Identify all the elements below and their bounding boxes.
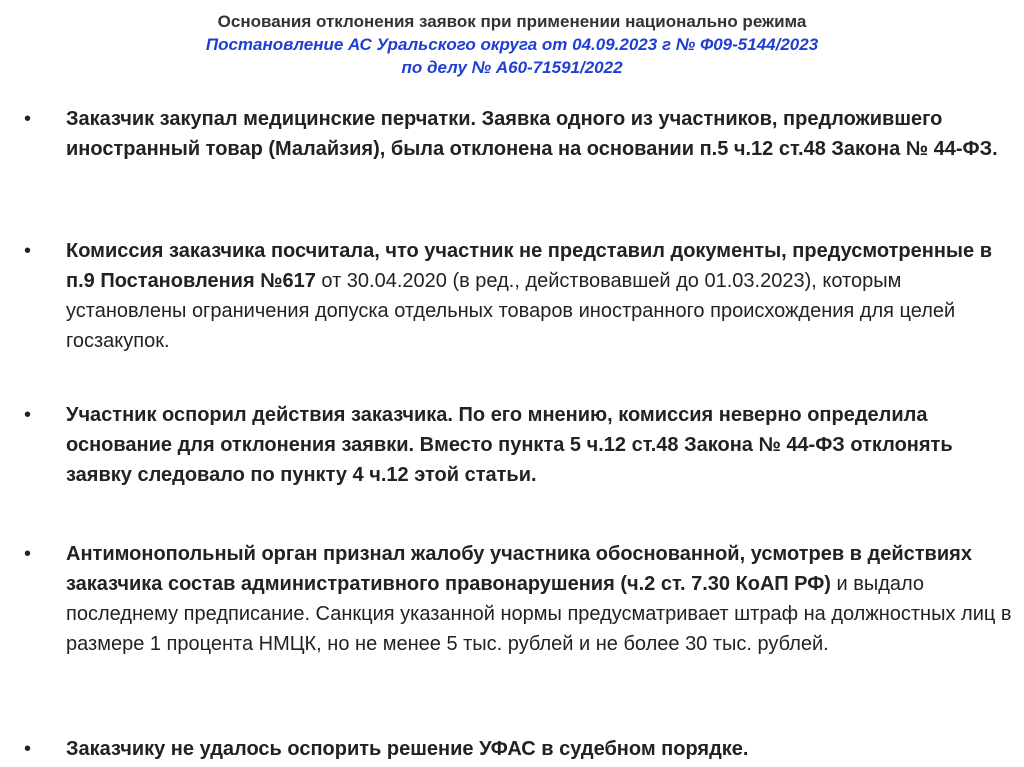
bullet-icon: • xyxy=(24,543,32,565)
case-number: по делу № А60-71591/2022 xyxy=(401,58,623,77)
bullet-text-bold: Заказчику не удалось оспорить решение УФАС в судебном порядке. xyxy=(66,738,749,760)
slide-header xyxy=(0,10,1024,79)
bullet-text xyxy=(66,539,1016,659)
bullet-icon: • xyxy=(24,738,32,760)
bullet-text-normal: и выдало последнему предписание. Санкция указанной нормы предусматривает штраф на должностных лиц в размере 1 процента НМЦК, но не менее 5 тыс. рублей и не более 30 тыс. рублей. xyxy=(66,573,1012,655)
bullet-text-bold: Заказчик закупал медицинские перчатки. Заявка одного из участников, предложившего иностранный товар (Малайзия), была отклонена на основании п.5 ч.12 ст.48 Закона № 44-ФЗ. xyxy=(66,108,998,160)
bullet-text-normal: от 30.04.2020 (в ред., действовавшей до 01.03.2023), которым установлены ограничения допуска отдельных товаров иностранного происхождения для целей госзакупок. xyxy=(66,270,956,352)
bullet-icon: • xyxy=(24,404,32,426)
bullet-icon: • xyxy=(24,108,32,130)
bullet-text-bold: Участник оспорил действия заказчика. По его мнению, комиссия неверно определила основание для отклонения заявки. Вместо пункта 5 ч.12 ст.48 Закона № 44-ФЗ отклонять заявку следовало по пункту 4 ч.12 этой статьи. xyxy=(66,404,953,486)
bullet-text-bold: Антимонопольный орган признал жалобу участника обоснованной, усмотрев в действиях заказчика состав административного правонарушения (ч.2 ст. 7.30 КоАП РФ) xyxy=(66,543,972,595)
bullet-text xyxy=(66,400,1016,490)
bullet-text xyxy=(66,734,1016,764)
bullet-text-bold: Комиссия заказчика посчитала, что участник не представил документы, предусмотренные в п.9 Постановления №617 xyxy=(66,240,992,292)
bullet-icon: • xyxy=(24,240,32,262)
resolution-reference: Постановление АС Уральского округа от 04.09.2023 г № Ф09-5144/2023 xyxy=(205,35,819,54)
slide-title: Основания отклонения заявок при применении национально режима xyxy=(217,12,807,31)
bullet-text xyxy=(66,236,1016,356)
bullet-text xyxy=(66,104,1016,164)
